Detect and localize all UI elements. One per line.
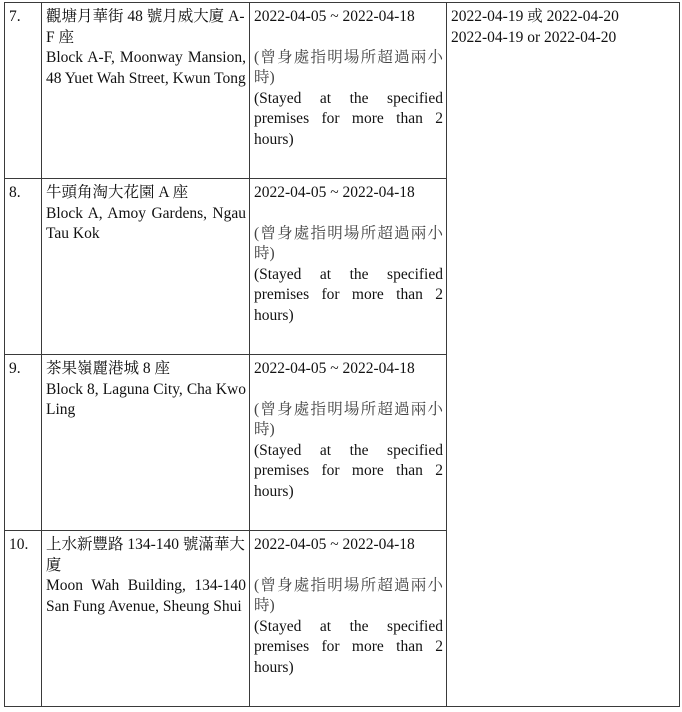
specified-premises-table [4,2,680,707]
test-period-zh: 2022-04-19 或 2022-04-20 [451,8,619,25]
address-zh: 茶果嶺麗港城 8 座 [46,360,171,377]
date-range: 2022-04-05 ~ 2022-04-18 [254,8,415,25]
row-number: 7. [5,3,42,179]
date-cell [250,355,447,531]
note-en: (Stayed at the specified premises for more than 2 hours) [254,441,443,500]
address-en: Block 8, Laguna City, Cha Kwo Ling [46,380,246,418]
date-range: 2022-04-05 ~ 2022-04-18 [254,536,415,553]
address-cell [42,3,250,179]
note-en: (Stayed at the specified premises for more than 2 hours) [254,89,443,148]
note-en: (Stayed at the specified premises for more than 2 hours) [254,265,443,324]
note-zh: (曾身處指明場所超過兩小時) [254,400,443,438]
address-zh: 上水新豐路 134-140 號滿華大廈 [46,536,245,574]
test-period-en: 2022-04-19 or 2022-04-20 [451,28,617,46]
address-cell [42,179,250,355]
row-number: 10. [5,531,42,707]
date-range: 2022-04-05 ~ 2022-04-18 [254,184,415,201]
date-cell [250,3,447,179]
test-period-cell [447,3,680,707]
note-en: (Stayed at the specified premises for more than 2 hours) [254,617,443,676]
table-row [5,3,680,179]
note-zh: (曾身處指明場所超過兩小時) [254,224,443,262]
address-cell [42,531,250,707]
date-cell [250,531,447,707]
row-number: 9. [5,355,42,531]
note-zh: (曾身處指明場所超過兩小時) [254,48,443,86]
row-number: 8. [5,179,42,355]
address-en: Block A, Amoy Gardens, Ngau Tau Kok [46,204,246,242]
note-zh: (曾身處指明場所超過兩小時) [254,576,443,614]
address-zh: 牛頭角淘大花園 A 座 [46,184,189,201]
address-en: Moon Wah Building, 134-140 San Fung Avenue, Sheung Shui [46,577,246,615]
address-en: Block A-F, Moonway Mansion, 48 Yuet Wah Street, Kwun Tong [46,49,246,87]
address-zh: 觀塘月華街 48 號月威大廈 A-F 座 [46,8,245,46]
date-range: 2022-04-05 ~ 2022-04-18 [254,360,415,377]
date-cell [250,179,447,355]
address-cell [42,355,250,531]
